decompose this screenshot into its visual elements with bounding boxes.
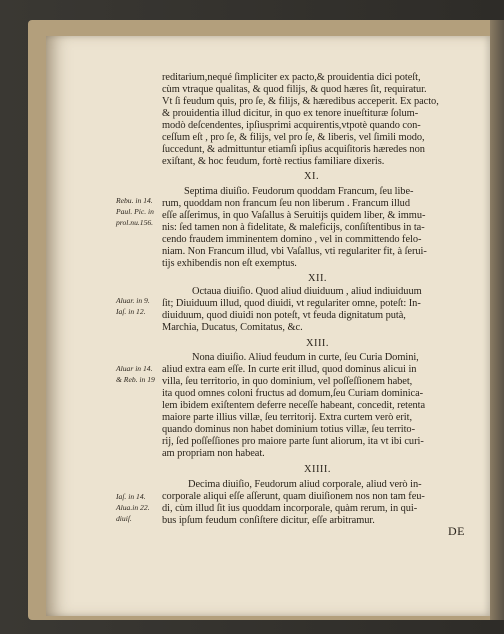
text-line: modò deſcendentes, ipſiusprimi acquirentis,vtpotè quando con- <box>162 120 421 131</box>
text-line: tijs exhibendis non eſt exemptus. <box>162 258 297 269</box>
text-line: corporale aliqui eſſe aſſerunt, quam diuiſionem nos non tam feu- <box>162 491 425 502</box>
text-line: ſit; Diuiduum illud, quod diuidi, vt regulariter omne, poteſt: In- <box>162 298 421 309</box>
section-heading: XI. <box>304 171 320 182</box>
text-line: cùm vtraque qualitas, & quod filijs, & quod hæres ſit, requiratur. <box>162 84 427 95</box>
text-line: bus ipſum feudum conſiſtere dicitur, eſſe arbitramur. <box>162 515 375 526</box>
text-line: Octaua diuiſio. Quod aliud diuiduum , aliud indiuiduum <box>192 286 422 297</box>
text-line: Vt ſi feudum quis, pro ſe, & filijs, & hæredibus acceperit. Ex pacto, <box>162 96 439 107</box>
text-line: cendo fraudem imminentem domino , vel in committendo felo- <box>162 234 422 245</box>
text-line: niam. Non Francum illud, vbi Vaſallus, vti regulariter fit, à ſerui- <box>162 246 427 257</box>
text-line: & prouidentia illud dicitur, in quo ex tenore inueſtituræ ſolum- <box>162 108 419 119</box>
margin-note: Aluar in 14. <box>116 364 153 373</box>
margin-note: diuiſ. <box>116 514 132 523</box>
text-line: ceſſum eſt , pro ſe, & filijs, vel pro ſe, & liberis, vel ſimili modo, <box>162 132 425 143</box>
text-line: eſſe aſſerimus, in quo Vaſallus à Seruitijs quidem liber, & immu- <box>162 210 426 221</box>
text-line: nis: ſed tamen non à fidelitate, & maleficijs, conſiſtentibus in ta- <box>162 222 425 233</box>
text-line: am propriam non habeat. <box>162 448 265 459</box>
catchword: DE <box>448 524 465 538</box>
text-line: ſuccedunt, & admittuntur etiamſi ipſius acquiſitoris hæredes non <box>162 144 425 155</box>
margin-note: Iaſ. in 12. <box>116 307 146 316</box>
margin-note: Paul. Pic. in <box>116 207 154 216</box>
text-line: di, cùm illud ſit ius quoddam incorporale, quàm rerum, in qui- <box>162 503 418 514</box>
text-line: Marchia, Ducatus, Comitatus, &c. <box>162 322 303 333</box>
book-page <box>46 36 490 616</box>
text-line: maiore parte illius villæ, ſeu territorij. Extra curtem verò erit, <box>162 412 413 423</box>
text-line: Decima diuiſio, Feudorum aliud corporale, aliud verò in- <box>188 479 422 490</box>
section-heading: XIII. <box>306 338 329 349</box>
margin-note: Rebu. in 14. <box>116 196 153 205</box>
text-line: ita quod omnes coloni fructus ad domum,ſeu Curiam dominica- <box>162 388 424 399</box>
facing-page-strip <box>490 20 504 620</box>
margin-note: Alua.in 22. <box>116 503 150 512</box>
text-line: Septima diuiſio. Feudorum quoddam Francum, ſeu libe- <box>184 186 414 197</box>
text-line: exiſtant, & hoc feudum, fortè rectius familiare dixeris. <box>162 156 385 167</box>
margin-note: prol.nu.156. <box>116 218 154 227</box>
text-line: Nona diuiſio. Aliud feudum in curte, ſeu Curia Domini, <box>192 352 419 363</box>
section-heading: XIIII. <box>304 464 331 475</box>
text-line: villa, ſeu territorio, in quo dominium, vel poſſeſſionem habet, <box>162 376 413 387</box>
text-line: rij, ſed poſſeſſiones pro maiore parte ſunt aliorum, ita vt ibi curi- <box>162 436 424 447</box>
page-text <box>46 36 490 616</box>
text-line: aliud extra eam eſſe. In curte erit illud, quod dominus alicui in <box>162 364 417 375</box>
text-line: quando dominus non habet dominium totius villæ, ſeu territo- <box>162 424 415 435</box>
text-line: lem ibidem exiſtentem deferre neceſſe habeant, concedit, retenta <box>162 400 426 411</box>
margin-note: Aluar. in 9. <box>116 296 150 305</box>
text-line: reditarium,nequé ſimpliciter ex pacto,& prouidentia dici poteſt, <box>162 72 421 83</box>
text-line: rum, quoddam non francum ſeu non liberum . Francum illud <box>162 198 410 209</box>
text-line: diuiduum, quod diuidi non poteſt, vt feuda dignitatum putà, <box>162 310 406 321</box>
margin-note: & Reb. in 19 <box>116 375 155 384</box>
margin-note: Iaſ. in 14. <box>116 492 146 501</box>
section-heading: XII. <box>308 273 328 284</box>
